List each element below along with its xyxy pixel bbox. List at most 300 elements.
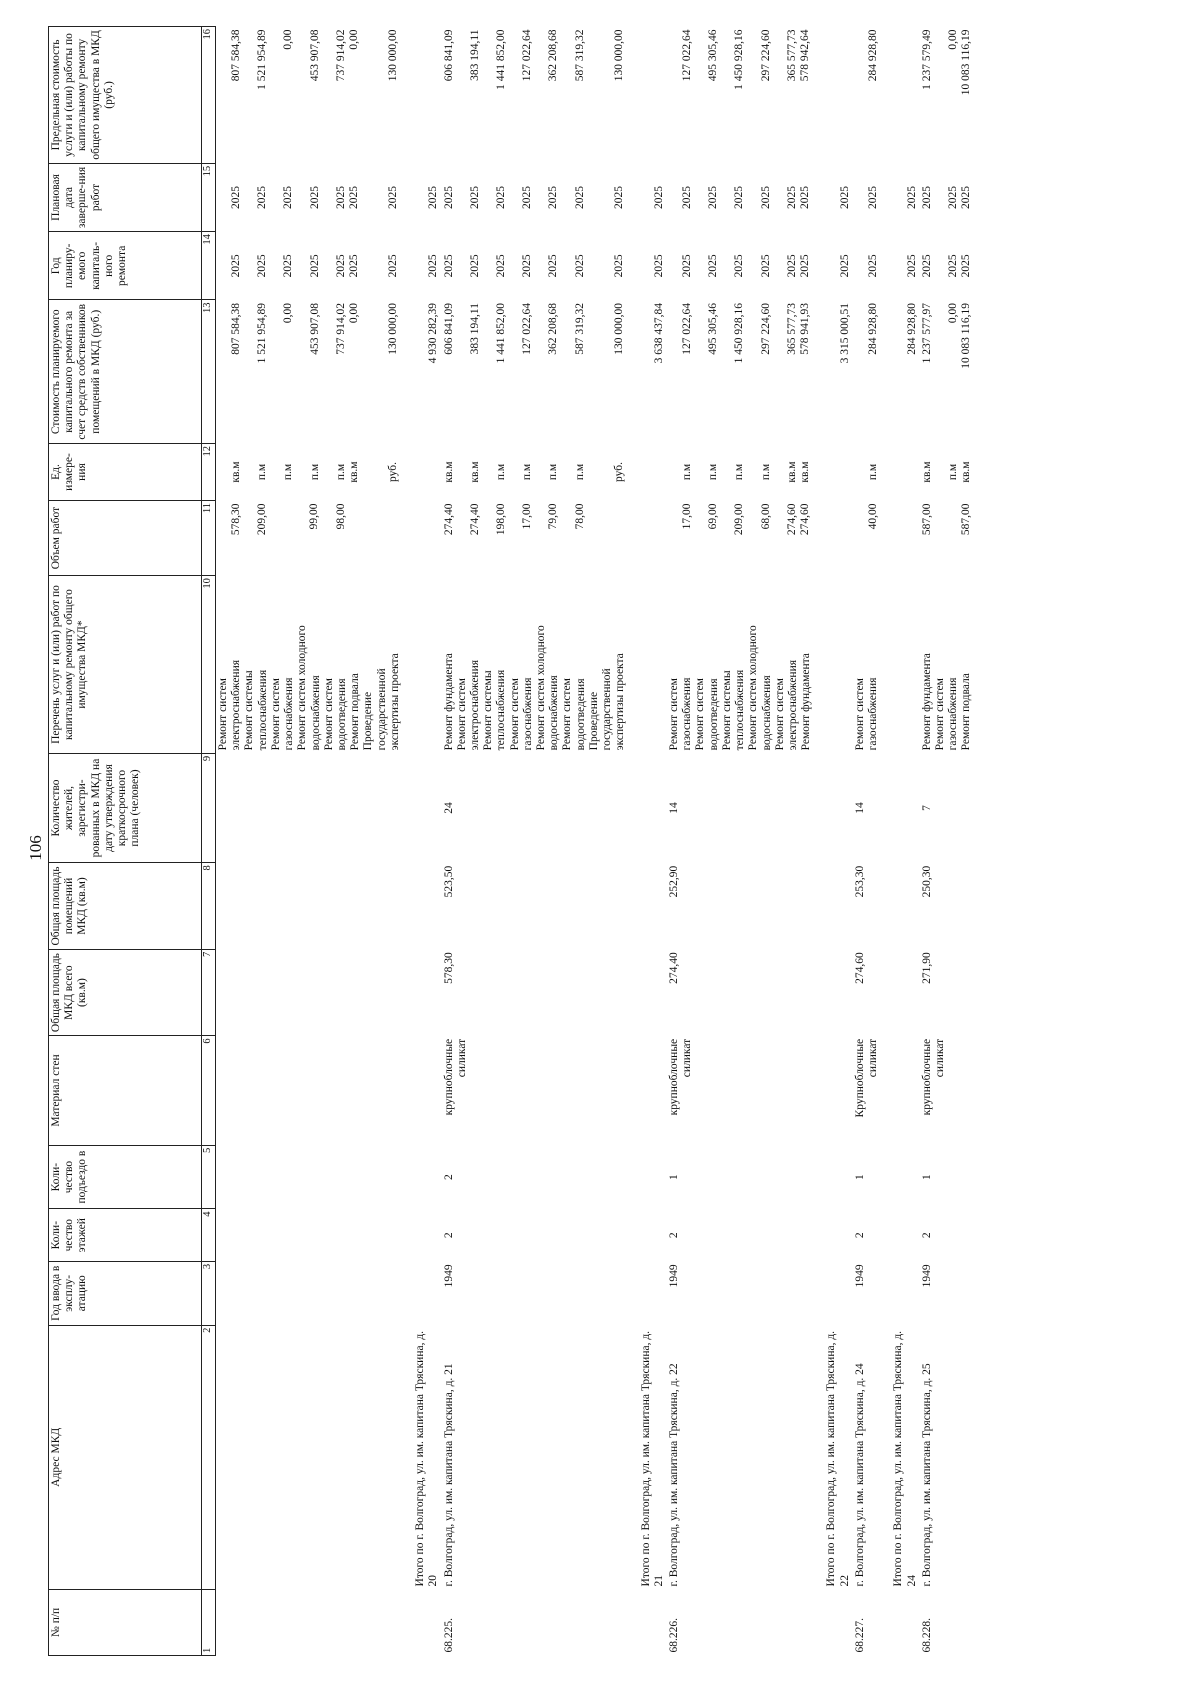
column-number-8: 8 [202,863,216,950]
unit-value [534,447,547,498]
unit-value: п.м [681,463,693,481]
total-cost [413,300,441,444]
repair-year-value: 2025 [494,254,507,278]
planned-cost-value [322,303,335,441]
repair-year-value [534,235,547,297]
completion-date-value [934,166,947,228]
row-number-text: 68.226. [668,1618,680,1653]
repair-year-value: 2025 [785,254,798,278]
planned-cost-value [934,303,947,441]
unit-value: п.м [494,463,507,481]
repair-year-value: 2025 [282,254,295,278]
row-number [920,1589,975,1655]
work-volume-value [322,503,335,572]
entrances [920,1145,975,1209]
spacer-row [814,27,824,1656]
work-volume-value: 587,00 [920,503,933,536]
unit-value: руб. [387,462,400,482]
work-volume-value: 578,30 [230,503,242,536]
work-line: Ремонт систем [694,678,707,751]
spacer-row [403,27,413,1656]
work-volume-value [854,503,867,572]
repair-year-value: 2025 [334,254,347,278]
repair-year-cell [442,232,629,300]
work-line: водоотведения [707,678,720,751]
premises-area [216,863,404,950]
work-volume-value: 69,00 [707,503,720,530]
planned-cost-value: 737 914,02 [334,303,347,355]
planned-cost-value [587,303,600,441]
planned-cost-cell [667,300,814,444]
wall-material-line: силикат [933,1038,946,1078]
total-date-value: 2025 [838,185,851,209]
work-volume-value: 274,60 [785,503,798,536]
floors-value: 2 [668,1232,680,1239]
entrances-value: 1 [920,1174,933,1180]
planned-cost-value [694,303,707,441]
work-line: Ремонт системы [482,670,495,751]
column-number-5: 5 [202,1145,216,1209]
completion-date-value [773,166,786,228]
work-line: газоснабжения [283,677,296,751]
planned-cost-value [854,303,867,441]
unit-value [747,447,760,498]
repair-year-value [854,235,867,297]
works-list [667,576,814,754]
unit-value [561,447,574,498]
empty-cell [891,863,919,950]
repair-year-value [587,235,600,297]
planned-cost-value: 127 022,64 [521,303,534,355]
wall-material-line: силикат [455,1038,468,1078]
empty-cell [413,1209,441,1261]
work-volume-value: 274,40 [442,503,455,536]
header-col-5: Коли-чество подъездо в [49,1145,202,1209]
total-year [413,232,441,300]
total-no-cell [413,1589,441,1655]
work-volume-value [694,503,707,572]
completion-date-value: 2025 [282,185,295,209]
max-cost-value [217,30,230,161]
empty-cell [824,949,852,1036]
entrances-value: 1 [668,1174,680,1180]
repair-year-value: 2025 [866,254,879,278]
header-col-9: Количество жителей, зарегистри-рованных в МКД на дату утверждения краткосрочного плана (человек) [49,753,202,862]
page-number: 106 [26,835,45,861]
wall-material-line: Крупноблочные [853,1038,866,1118]
floors [920,1209,975,1261]
unit-value: п.м [573,463,586,481]
residents [216,753,404,862]
empty-cell [891,753,919,862]
planned-cost-value [561,303,574,441]
work-line: теплоснабжения [256,669,269,751]
total-area-value: 578,30 [442,952,455,984]
work-volume-value: 78,00 [573,503,586,530]
completion-date-value [322,166,335,228]
column-number-2: 2 [202,1325,216,1589]
residents-value: 14 [668,802,680,814]
work-line: водоснабжения [309,675,322,751]
max-cost-value [561,30,574,161]
repair-year-value [482,235,495,297]
max-cost-value: 587 319,32 [573,29,586,82]
total-no-cell [891,1589,919,1655]
address-cell [667,1325,814,1589]
planned-cost-value [600,303,613,441]
work-volume-value [934,503,947,572]
completion-date-value: 2025 [785,185,798,209]
work-volume-value: 79,00 [547,503,560,530]
max-cost-value: 362 208,68 [547,29,560,82]
empty-cell [639,1209,667,1261]
floors [216,1209,404,1261]
max-cost-value [747,30,760,161]
empty-cell [824,576,852,754]
max-cost-value: 606 841,09 [442,29,455,82]
unit-value [361,447,374,498]
total-cost [639,300,667,444]
total-label-text: Итого по г. Волгоград, ул. им. капитана Тряскина, д. 21 [639,1330,665,1587]
planned-cost-value: 10 083 116,19 [960,303,973,369]
column-number-7: 7 [202,949,216,1036]
entrances [442,1145,629,1209]
wall-material [667,1036,814,1145]
row-number [216,1589,404,1655]
column-number-4: 4 [202,1209,216,1261]
work-volume-value: 274,60 [799,503,812,536]
empty-cell [639,863,667,950]
completion-date-value: 2025 [308,185,321,209]
header-col-4: Коли-чество этажей [49,1209,202,1261]
work-volume-value [361,503,374,572]
planned-cost-value [374,303,387,441]
max-cost-value: 453 907,08 [308,29,321,82]
completion-date-value [456,166,469,228]
work-volume-value [587,503,600,572]
work-volume-value [295,503,308,572]
header-col-16: Предельная стоимость услуги и (или) работы по капитальному ремонту общего имущества в МКД (руб.) [49,27,202,164]
planned-cost-value: 362 208,68 [547,303,560,355]
repair-year-value: 2025 [612,254,625,278]
repair-year-value [508,235,521,297]
work-line: водоотведения [574,678,587,751]
completion-date-value [269,166,282,228]
work-line: Ремонт систем [508,678,521,751]
unit-value [269,447,282,498]
max-cost-value: 578 942,64 [799,29,812,82]
work-line: Ремонт систем [217,678,229,751]
unit-value [296,447,309,498]
planned-cost-value: 587 319,32 [573,303,586,355]
repair-year-value: 2025 [920,254,933,278]
repair-year-cell [920,232,975,300]
year-built [442,1261,629,1325]
max-cost-value: 130 000,00 [612,29,625,82]
header-row [49,27,202,1656]
address-cell [920,1325,975,1589]
completion-date-value [508,166,521,228]
works-list [216,576,404,754]
completion-date-value [720,166,733,228]
unit-value [854,447,867,498]
planned-cost-value: 130 000,00 [387,303,400,355]
repair-year-value [456,235,469,297]
empty-cell [891,27,919,164]
completion-date-value: 2025 [494,185,507,209]
empty-cell [891,1036,919,1145]
completion-date-value: 2025 [547,185,560,209]
work-volume-value [947,503,960,572]
year-built-value: 1949 [668,1264,680,1288]
max-cost-value: 1 450 928,16 [733,29,746,90]
work-volume-value: 274,40 [468,503,481,536]
completion-date-value: 2025 [442,185,455,209]
unit-cell [920,444,975,501]
completion-date-value: 2025 [733,185,746,209]
empty-cell [413,500,441,575]
repair-year-value: 2025 [733,254,746,278]
work-line: Ремонт систем [853,678,866,751]
repair-year-value [561,235,574,297]
unit-value: кв.м [348,461,361,483]
unit-value: кв.м [230,461,242,483]
repair-year-value: 2025 [547,254,560,278]
work-line: электроснабжения [468,659,481,751]
total-date [639,163,667,231]
max-cost-value: 127 022,64 [681,29,693,82]
unit-value: кв.м [960,461,973,483]
work-line: Ремонт систем [561,678,574,751]
work-line: Ремонт подвала [960,673,973,751]
spacer-cell [975,27,985,1656]
work-volume-value [561,503,574,572]
max-cost-cell [442,27,629,164]
repair-year-value [322,235,335,297]
total-year-value: 2025 [838,254,851,278]
completion-date-value [854,166,867,228]
total-cost-value: 3 638 437,84 [652,303,665,364]
entrances-value: 2 [442,1174,455,1180]
work-line: Ремонт систем [455,678,468,751]
unit-cell [442,444,629,501]
unit-value [668,447,681,498]
repair-year-value: 2025 [468,254,481,278]
unit-cell [216,444,404,501]
empty-cell [413,1261,441,1325]
empty-cell [413,27,441,164]
work-volume-value [269,503,282,572]
unit-value: п.м [946,463,959,481]
work-line: теплоснабжения [734,669,747,751]
repair-year-value [361,235,374,297]
total-area-value: 274,40 [668,952,680,984]
total-year [639,232,667,300]
work-volume-value [482,503,495,572]
work-volume-value: 587,00 [959,503,972,536]
max-cost-value: 1 521 954,89 [256,29,269,90]
column-number-12: 12 [202,444,216,501]
work-line: государственной [375,668,388,751]
empty-cell [891,500,919,575]
repair-year-value [296,235,309,297]
empty-cell [639,1145,667,1209]
empty-cell [413,444,441,501]
empty-cell [824,1261,852,1325]
unit-value: п.м [759,463,772,481]
premises-area-value: 523,50 [442,865,455,898]
total-label [413,1325,441,1589]
completion-date-value [587,166,600,228]
total-year-value: 2025 [427,254,440,278]
total-date-value: 2025 [652,185,665,209]
empty-cell [639,500,667,575]
planned-cost-value: 284 928,80 [866,303,879,355]
work-volume-value [374,503,387,572]
unit-value [456,447,469,498]
repair-year-value: 2025 [442,254,455,278]
max-cost-value [773,30,786,161]
repair-year-value: 2025 [308,254,321,278]
row-number [853,1589,881,1655]
max-cost-value [456,30,469,161]
wall-material-line: крупноблочные [920,1038,933,1116]
row-number [442,1589,629,1655]
work-line: экспертизы проекта [614,653,627,751]
total-no-cell [824,1589,852,1655]
max-cost-value: 0,00 [946,29,959,50]
planned-cost-value [508,303,521,441]
repair-year-cell [853,232,881,300]
house-row [216,27,404,1656]
unit-value: п.м [521,463,534,481]
work-volume-value [217,503,230,572]
planned-cost-value [243,303,256,441]
column-number-16: 16 [202,27,216,164]
work-line: Ремонт фундамента [920,653,933,751]
unit-value [720,447,733,498]
work-line: Ремонт системы [243,670,256,751]
work-line: Ремонт систем холодного [747,625,760,751]
planned-cost-cell [442,300,629,444]
unit-value: п.м [282,463,295,481]
max-cost-value [600,30,613,161]
planned-cost-value: 127 022,64 [681,303,693,355]
total-date [413,163,441,231]
unit-value [508,447,521,498]
total-label [639,1325,667,1589]
completion-date-value [217,166,230,228]
completion-date-value [361,166,374,228]
unit-value [243,447,256,498]
table-body [216,27,985,1656]
completion-date-value: 2025 [230,185,242,209]
work-line: Проведение [362,691,375,751]
unit-value: п.м [733,463,746,481]
works-list [442,576,629,754]
total-row [639,27,667,1656]
header-col-13: Стоимость планируемого капитального ремонта за счет средств собственников помещений в МКД (руб.) [49,300,202,444]
total-area [853,949,881,1036]
repair-year-value [720,235,733,297]
header-col-8: Общая площадь помещений МКД (кв.м) [49,863,202,950]
empty-cell [824,863,852,950]
spacer-cell [629,27,639,1656]
header-col-14: Год планиру-емого капиталь-ного ремонта [49,232,202,300]
repair-year-value: 2025 [960,254,973,278]
address-text: г. Волгоград, ул. им. капитана Тряскина, д. 22 [668,1363,680,1587]
work-volume-value: 198,00 [494,503,507,536]
completion-date-value: 2025 [681,185,693,209]
work-volume-cell [920,500,975,575]
planned-cost-value: 130 000,00 [612,303,625,355]
work-line: Ремонт систем [322,678,335,751]
work-volume-value [456,503,469,572]
works-list [853,576,881,754]
total-cost [824,300,852,444]
header-col-15: Плановая дата заверше-ния работ [49,163,202,231]
empty-cell [639,576,667,754]
empty-cell [891,444,919,501]
planned-cost-value: 606 841,09 [442,303,455,355]
total-row [824,27,852,1656]
repair-year-value: 2025 [387,254,400,278]
empty-cell [639,1261,667,1325]
address-cell [853,1325,881,1589]
completion-date-value: 2025 [759,185,772,209]
repair-year-value [747,235,760,297]
work-line: Проведение [587,691,600,751]
spacer-row [881,27,891,1656]
work-line: Ремонт систем холодного [535,625,548,751]
total-cost [891,300,919,444]
unit-cell [667,444,814,501]
completion-date-value: 2025 [256,185,269,209]
column-number-9: 9 [202,753,216,862]
empty-cell [413,1145,441,1209]
repair-year-value [374,235,387,297]
empty-cell [639,753,667,862]
repair-year-value [773,235,786,297]
completion-date-cell [442,163,629,231]
wall-material [442,1036,629,1145]
max-cost-value: 365 577,73 [785,29,798,82]
max-cost-value: 495 305,46 [707,29,720,82]
work-volume-value [773,503,786,572]
total-label [891,1325,919,1589]
max-cost-value [587,30,600,161]
empty-cell [413,576,441,754]
unit-value: кв.м [442,461,455,483]
work-volume-value: 17,00 [521,503,534,530]
unit-value [482,447,495,498]
total-cost-value: 3 315 000,51 [838,303,851,364]
completion-date-cell [920,163,975,231]
work-volume-value: 68,00 [759,503,772,530]
planned-cost-value: 1 521 954,89 [256,303,269,364]
works-list [920,576,975,754]
unit-value [600,447,613,498]
premises-area [667,863,814,950]
total-date-value: 2025 [427,185,440,209]
planned-cost-value: 0,00 [282,303,295,324]
work-volume-value [600,503,613,572]
completion-date-value: 2025 [387,185,400,209]
total-year-value: 2025 [652,254,665,278]
wall-material-line: силикат [867,1038,880,1078]
work-volume-value [282,503,295,572]
completion-date-value: 2025 [573,185,586,209]
